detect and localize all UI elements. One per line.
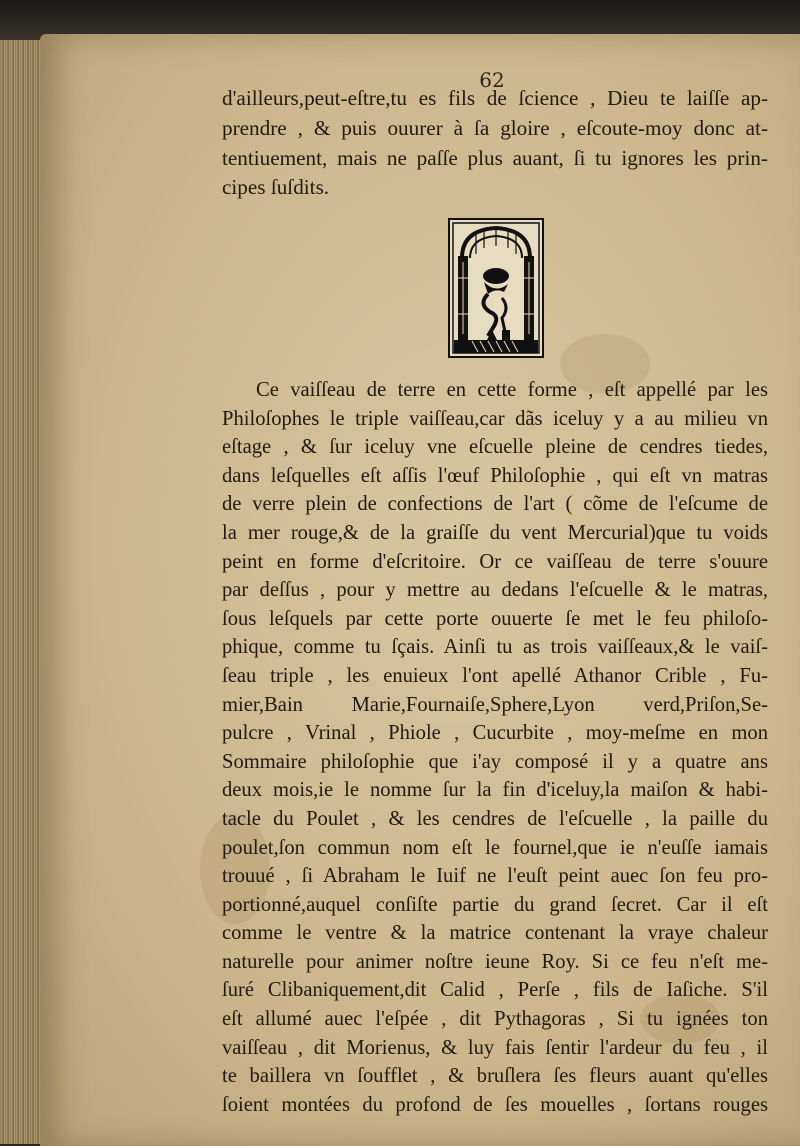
text-line: de verre plein de confections de l'art ( cõme de l'eſcume de — [222, 493, 768, 516]
text-line: d'ailleurs,peut-eſtre,tu es fils de ſcience , Dieu te laiſſe ap- — [222, 86, 768, 110]
text-line: Philoſophes le triple vaiſſeau,car dãs iceluy y a au milieu vn — [222, 407, 768, 430]
athanor-vessel-woodcut-icon — [448, 218, 544, 358]
text-line: te baillera vn ſoufflet , & bruſlera ſes fleurs auant qu'elles — [222, 1065, 768, 1088]
paragraph-triple-vessel — [222, 376, 768, 1119]
text-line: eſtage , & ſur iceluy vne eſcuelle pleine de cendres tiedes, — [222, 436, 768, 459]
text-line: ſoient montées du profond de ſes mouelles , ſortans rouges — [222, 1093, 768, 1116]
text-line: vaiſſeau , dit Morienus, & luy fais ſentir l'ardeur du feu , il — [222, 1036, 768, 1059]
text-line: ſous leſquels par cette porte ouuerte ſe met le feu philoſo- — [222, 607, 768, 630]
text-line: phique, comme tu ſçais. Ainſi tu as trois vaiſſeaux,& le vaiſ- — [222, 636, 768, 659]
text-line: la mer rouge,& de la graiſſe du vent Mercurial)que tu voids — [222, 521, 768, 544]
text-line: ſuré Clibaniquement,dit Calid , Perſe , fils de Iaſiche. S'il — [222, 979, 768, 1002]
text-line: cipes ſuſdits. — [222, 175, 330, 200]
text-line: mier,Bain Marie,Fournaiſe,Sphere,Lyon verd,Priſon,Se- — [222, 693, 768, 716]
text-line: naturelle pour animer noſtre ieune Roy. Si ce feu n'eſt me- — [222, 950, 768, 973]
text-line: comme le ventre & la matrice contenant la vraye chaleur — [222, 922, 768, 945]
text-line: pulcre , Vrinal , Phiole , Cucurbite , moy-meſme en mon — [222, 722, 768, 745]
text-line: trouué , ſi Abraham le Iuif ne l'euſt peint auec ſon feu pro- — [222, 865, 768, 888]
text-line: tacle du Poulet , & les cendres de l'eſcuelle , la paille du — [222, 807, 768, 830]
page-number: 62 — [479, 68, 505, 92]
text-line: peint en forme d'eſcritoire. Or ce vaiſſeau de terre s'ouure — [222, 550, 768, 573]
text-line: Ce vaiſſeau de terre en cette forme , eſt appellé par les — [256, 379, 768, 401]
text-line: eſt allumé auec l'eſpée , dit Pythagoras , Si tu ignées ton — [222, 1008, 768, 1031]
paragraph-intro — [222, 84, 768, 203]
text-line: deux mois,ie le nomme ſur la fin d'iceluy,la maiſon & habi- — [222, 779, 768, 802]
text-line: par deſſus , pour y mettre au dedans l'eſcuelle & le matras, — [222, 579, 768, 602]
text-line: tentiuement, mais ne paſſe plus auant, ſi tu ignores les prin- — [222, 145, 768, 170]
text-line: ſeau triple , les enuieux l'ont apellé Athanor Crible , Fu- — [222, 664, 768, 687]
text-line: dans leſquelles eſt aſſis l'œuf Philoſophie , qui eſt vn matras — [222, 464, 768, 487]
text-line: prendre , & puis ouurer à ſa gloire , eſcoute-moy donc at- — [222, 115, 768, 140]
text-line: portionné,auquel conſiſte partie du grand ſecret. Car il eſt — [222, 893, 768, 916]
text-line: poulet,ſon commun nom eſt le fournel,que ie n'euſſe iamais — [222, 836, 768, 859]
text-line: Sommaire philoſophie que i'ay composé il y a quatre ans — [222, 750, 768, 773]
